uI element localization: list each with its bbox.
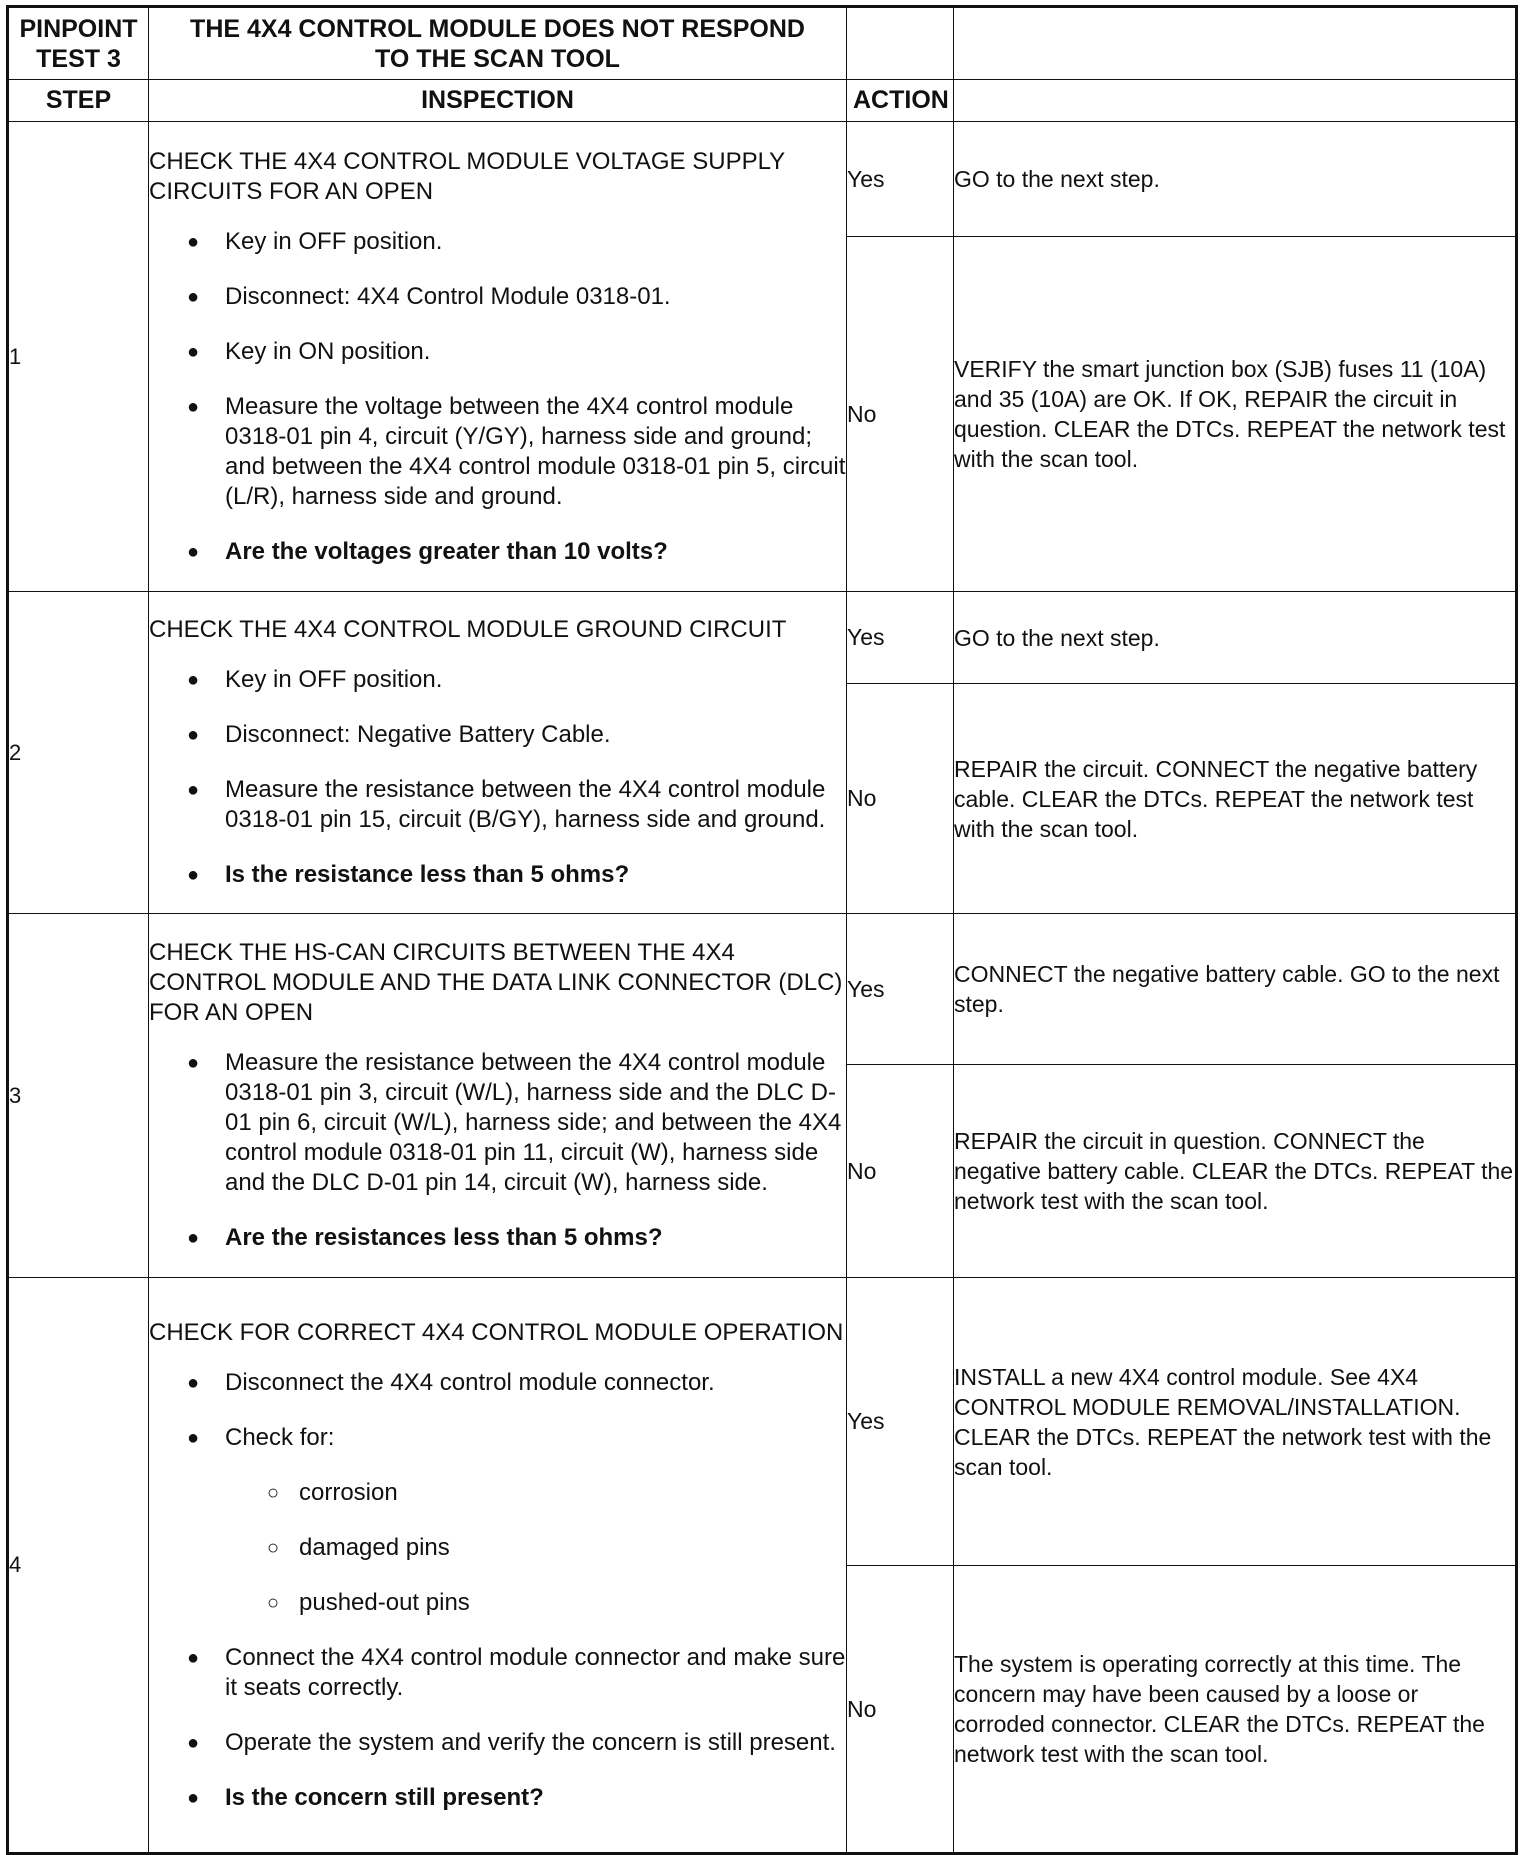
step-number: 2 (8, 592, 149, 914)
step-bullet: ● Key in OFF position. (149, 665, 846, 695)
step-bullet-list (149, 665, 846, 890)
step-bullet: ● Key in ON position. (149, 337, 846, 367)
step-bullet-list (149, 1048, 846, 1253)
step-bullet: ● Disconnect the 4X4 control module connector. (149, 1368, 846, 1398)
answer-yes-label: Yes (847, 1278, 954, 1566)
answer-no-action: REPAIR the circuit in question. CONNECT the negative battery cable. CLEAR the DTCs. REPEAT the network test with the scan tool. (954, 1065, 1517, 1278)
answer-yes-label: Yes (847, 122, 954, 237)
table-title-row (8, 7, 1517, 80)
pinpoint-test-id-line1: PINPOINT (19, 14, 138, 43)
step-sub-item: ○ pushed-out pins (149, 1588, 846, 1618)
column-header-step: STEP (8, 80, 149, 122)
column-header-row (8, 80, 1517, 122)
table-row (8, 914, 1517, 1065)
table-row (8, 1278, 1517, 1566)
answer-yes-label: Yes (847, 592, 954, 684)
pinpoint-test-id-line2: TEST 3 (36, 44, 121, 73)
table-row (8, 122, 1517, 237)
step-question: ● Is the resistance less than 5 ohms? (149, 860, 846, 890)
column-header-action: ACTION (847, 80, 954, 122)
answer-no-label: No (847, 1566, 954, 1854)
step-inspection (149, 592, 847, 914)
step-title: CHECK THE 4X4 CONTROL MODULE GROUND CIRCUIT (149, 616, 787, 643)
answer-no-label: No (847, 237, 954, 592)
step-sub-item: ○ damaged pins (149, 1533, 846, 1563)
answer-no-action: VERIFY the smart junction box (SJB) fuses 11 (10A) and 35 (10A) are OK. If OK, REPAIR the circuit in question. CLEAR the DTCs. REPEAT the network test with the scan tool. (954, 237, 1517, 592)
column-header-inspection: INSPECTION (149, 80, 847, 122)
answer-yes-action: CONNECT the negative battery cable. GO to the next step. (954, 914, 1517, 1065)
table-row (8, 592, 1517, 684)
step-inspection (149, 914, 847, 1278)
answer-yes-action: INSTALL a new 4X4 control module. See 4X4 CONTROL MODULE REMOVAL/INSTALLATION. CLEAR the DTCs. REPEAT the network test with the scan tool. (954, 1278, 1517, 1566)
step-bullet: ● Disconnect: Negative Battery Cable. (149, 720, 846, 750)
step-bullet: ● Measure the resistance between the 4X4 control module 0318-01 pin 15, circuit (B/GY), harness side and ground. (149, 775, 846, 835)
answer-no-action: REPAIR the circuit. CONNECT the negative battery cable. CLEAR the DTCs. REPEAT the network test with the scan tool. (954, 684, 1517, 914)
header-empty-cell (954, 7, 1517, 80)
step-bullet: ● Connect the 4X4 control module connector and make sure it seats correctly. (149, 1643, 846, 1703)
step-bullet: ● Measure the resistance between the 4X4 control module 0318-01 pin 3, circuit (W/L), harness side and the DLC D-01 pin 6, circuit (W/L), harness side; and between the 4X4 control module 0318-01 pin 11, circuit (W), harness side and the DLC D-01 pin 14, circuit (W), harness side. (149, 1048, 846, 1198)
pinpoint-test-table (6, 5, 1518, 1855)
step-number: 1 (8, 122, 149, 592)
step-title: CHECK THE HS-CAN CIRCUITS BETWEEN THE 4X4 CONTROL MODULE AND THE DATA LINK CONNECTOR (DLC) FOR AN OPEN (149, 939, 843, 1026)
step-question: ● Are the voltages greater than 10 volts? (149, 537, 846, 567)
header-empty-cell (847, 7, 954, 80)
step-sub-item: ○ corrosion (149, 1478, 846, 1508)
column-header-empty (954, 80, 1517, 122)
step-inspection (149, 122, 847, 592)
step-question: ● Are the resistances less than 5 ohms? (149, 1223, 846, 1253)
step-title: CHECK THE 4X4 CONTROL MODULE VOLTAGE SUPPLY CIRCUITS FOR AN OPEN (149, 147, 785, 205)
step-bullet: ● Check for: (149, 1423, 846, 1453)
answer-no-label: No (847, 684, 954, 914)
step-bullet: ● Measure the voltage between the 4X4 control module 0318-01 pin 4, circuit (Y/GY), harness side and ground; and between the 4X4 control module 0318-01 pin 5, circuit (L/R), harness side and ground. (149, 392, 846, 512)
step-bullet-list (149, 1368, 846, 1813)
step-number: 4 (8, 1278, 149, 1854)
step-number: 3 (8, 914, 149, 1278)
pinpoint-test-id (8, 7, 149, 80)
answer-yes-label: Yes (847, 914, 954, 1065)
step-bullet: ● Key in OFF position. (149, 227, 846, 257)
answer-yes-action: GO to the next step. (954, 122, 1517, 237)
step-title: CHECK FOR CORRECT 4X4 CONTROL MODULE OPERATION (149, 1318, 844, 1346)
pinpoint-test-title: THE 4X4 CONTROL MODULE DOES NOT RESPOND TO THE SCAN TOOL (149, 7, 847, 80)
step-question: ● Is the concern still present? (149, 1783, 846, 1813)
answer-no-label: No (847, 1065, 954, 1278)
step-bullet-list (149, 227, 846, 567)
answer-yes-action: GO to the next step. (954, 592, 1517, 684)
step-inspection (149, 1278, 847, 1854)
answer-no-action: The system is operating correctly at this time. The concern may have been caused by a loose or corroded connector. CLEAR the DTCs. REPEAT the network test with the scan tool. (954, 1566, 1517, 1854)
step-bullet: ● Disconnect: 4X4 Control Module 0318-01. (149, 282, 846, 312)
step-bullet: ● Operate the system and verify the concern is still present. (149, 1728, 846, 1758)
